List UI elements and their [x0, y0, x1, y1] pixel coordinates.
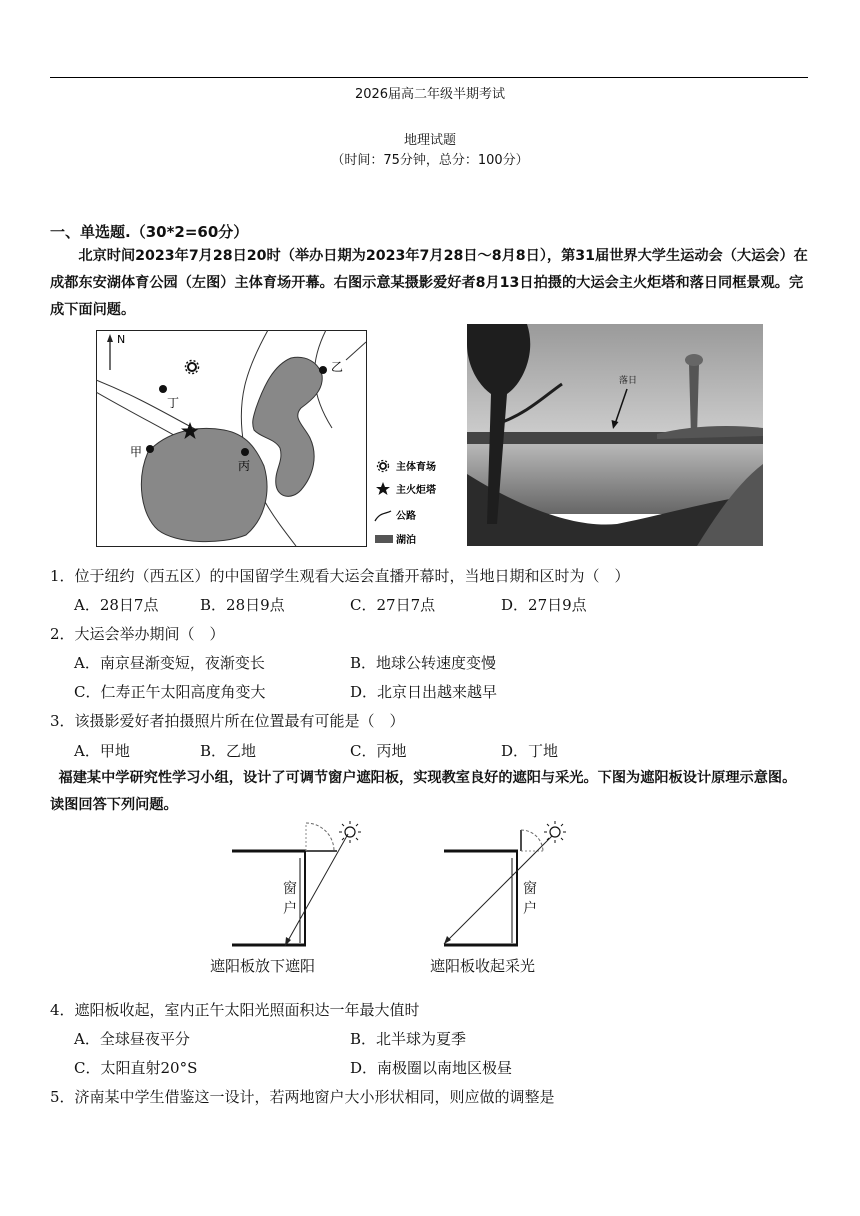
exam-title: 2026届高二年级半期考试 [354, 87, 506, 102]
q4-stem: 4．遮阳板收起，室内正午太阳光照面积达一年最大值时 [50, 1001, 420, 1019]
sun-icon [544, 821, 566, 843]
label-bing: 丙 [238, 459, 251, 473]
svg-text:主体育场: 主体育场 [396, 462, 436, 473]
intro-paragraph-2: 福建某中学研究性学习小组，设计了可调节窗户遮阳板，实现教室良好的遮阳与采光。下图为遮阳板设计原理示意图。读图回答下列问题。 [50, 770, 797, 813]
shade-down-diagram [230, 818, 370, 948]
q2-stem: 2．大运会举办期间（ ） [50, 625, 225, 643]
q4-option-a: A．全球昼夜平分 [74, 1030, 190, 1048]
section-heading: 一、单选题.（30*2=60分） [50, 223, 249, 241]
q4-option-d: D．南极圈以南地区极昼 [350, 1059, 513, 1077]
sunset-label: 落日 [619, 376, 638, 386]
svg-text:湖泊: 湖泊 [396, 535, 416, 546]
sunset-photo [467, 324, 763, 546]
sun-icon [339, 821, 361, 843]
window-label-left-2: 户 [283, 901, 297, 917]
north-label: N [117, 333, 126, 346]
q3-option-c: C．丙地 [350, 742, 407, 760]
lake-large [141, 428, 267, 541]
time-info: （时间：75分钟，总分：100分） [331, 153, 529, 168]
q3-option-b: B．乙地 [200, 742, 257, 760]
caption-shade-up: 遮阳板收起采光 [430, 957, 536, 975]
point-yi [319, 366, 327, 374]
map-legend [375, 460, 437, 546]
caption-shade-down: 遮阳板放下遮阳 [210, 957, 316, 975]
lake-park-map [96, 330, 464, 548]
q3-stem: 3．该摄影爱好者拍摄照片所在位置最有可能是（ ） [50, 712, 405, 730]
q3-option-a: A．甲地 [74, 742, 130, 760]
shade-up-diagram [442, 818, 582, 948]
window-label-left-1: 窗 [283, 881, 297, 897]
q3-option-d: D．丁地 [501, 742, 559, 760]
q2-option-c: C．仁寿正午太阳高度角变大 [74, 683, 266, 701]
label-jia: 甲 [130, 445, 143, 459]
header-rule [50, 77, 808, 78]
q2-option-b: B．地球公转速度变慢 [350, 654, 497, 672]
road [346, 342, 366, 360]
label-yi: 乙 [331, 360, 344, 374]
q1-option-a: A．28日7点 [74, 596, 159, 614]
q5-stem: 5．济南某中学生借鉴这一设计，若两地窗户大小形状相同，则应做的调整是 [50, 1088, 555, 1106]
q4-option-c: C．太阳直射20°S [74, 1059, 198, 1077]
q4-option-b: B．北半球为夏季 [350, 1030, 467, 1048]
q2-option-d: D．北京日出越来越早 [350, 683, 498, 701]
q1-option-c: C．27日7点 [350, 596, 436, 614]
q1-stem: 1．位于纽约（西五区）的中国留学生观看大运会直播开幕时，当地日期和区时为（ ） [50, 567, 630, 585]
q1-option-b: B．28日9点 [200, 596, 285, 614]
main-stadium-icon [186, 361, 199, 374]
point-bing [241, 448, 249, 456]
window-label-right-1: 窗 [523, 881, 537, 897]
point-jia [146, 445, 154, 453]
point-ding [159, 385, 167, 393]
window-label-right-2: 户 [523, 901, 537, 917]
subject-title: 地理试题 [403, 133, 456, 148]
svg-text:公路: 公路 [396, 511, 416, 522]
q2-option-a: A．南京昼渐变短，夜渐变长 [74, 654, 265, 672]
intro-paragraph-1: 北京时间2023年7月28日20时（举办日期为2023年7月28日～8月8日），第31届世界大学生运动会（大运会）在成都东安湖体育公园（左图）主体育场开幕。右图示意某摄影爱好者8月13日拍摄的大运会主火炬塔和落日同框景观。完成下面问题。 [50, 248, 808, 318]
svg-text:主火炬塔: 主火炬塔 [396, 485, 436, 496]
label-ding: 丁 [167, 396, 180, 410]
q1-option-d: D．27日9点 [501, 596, 587, 614]
